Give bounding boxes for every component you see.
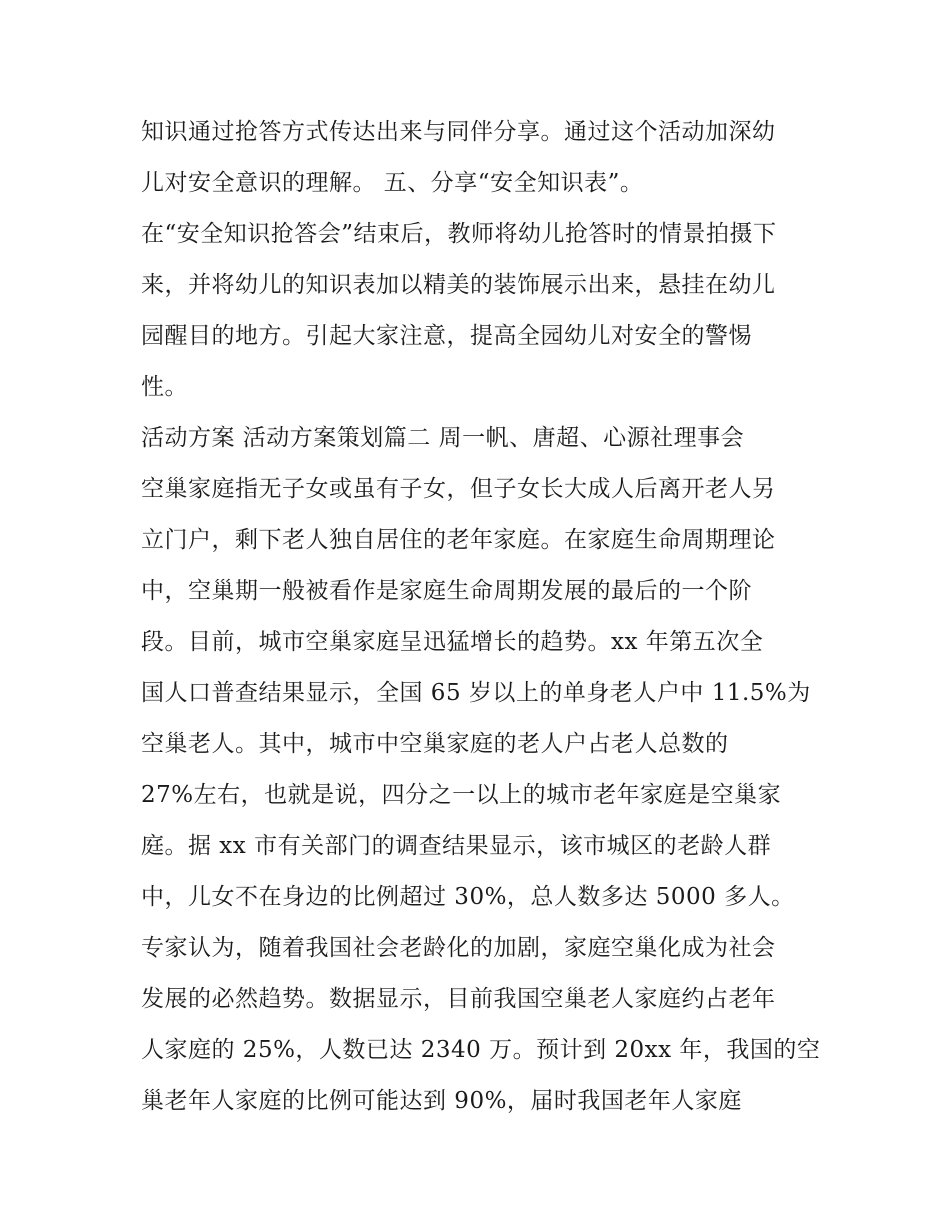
text-line: 人家庭的 25%，人数已达 2340 万。预计到 20xx 年，我国的空 [141, 1037, 821, 1063]
text-line: 来，并将幼儿的知识表加以精美的装饰展示出来，悬挂在幼儿 [141, 272, 776, 298]
document-body [141, 107, 821, 1127]
text-line: 庭。据 xx 市有关部门的调查结果显示，该市城区的老龄人群 [141, 833, 772, 859]
text-line: 知识通过抢答方式传达出来与同伴分享。通过这个活动加深幼 [141, 119, 776, 145]
section-heading: 活动方案 活动方案策划篇二 周一帆、唐超、心源社理事会 [141, 425, 745, 451]
text-line: 空巢老人。其中，城市中空巢家庭的老人户占老人总数的 [141, 731, 729, 757]
text-line: 在“安全知识抢答会”结束后，教师将幼儿抢答时的情景拍摄下 [141, 221, 777, 247]
text-line: 段。目前，城市空巢家庭呈迅猛增长的趋势。xx 年第五次全 [141, 629, 764, 655]
text-line: 空巢家庭指无子女或虽有子女，但子女长大成人后离开老人另 [141, 476, 776, 502]
text-line: 园醒目的地方。引起大家注意，提高全园幼儿对安全的警惕 [141, 323, 752, 349]
text-line: 立门户，剩下老人独自居住的老年家庭。在家庭生命周期理论 [141, 527, 776, 553]
text-line: 儿对安全意识的理解。 五、分享“安全知识表”。 [141, 170, 644, 196]
text-line: 27%左右，也就是说，四分之一以上的城市老年家庭是空巢家 [141, 782, 782, 808]
text-line: 国人口普查结果显示，全国 65 岁以上的单身老人户中 11.5%为 [141, 680, 811, 706]
text-line: 中，儿女不在身边的比例超过 30%，总人数多达 5000 多人。 [141, 884, 795, 910]
text-line: 巢老年人家庭的比例可能达到 90%，届时我国老年人家庭 [141, 1088, 742, 1114]
text-line: 发展的必然趋势。数据显示，目前我国空巢老人家庭约占老年 [141, 986, 776, 1012]
text-line: 性。 [141, 374, 188, 400]
text-line: 专家认为，随着我国社会老龄化的加剧，家庭空巢化成为社会 [141, 935, 776, 961]
text-line: 中，空巢期一般被看作是家庭生命周期发展的最后的一个阶 [141, 578, 752, 604]
